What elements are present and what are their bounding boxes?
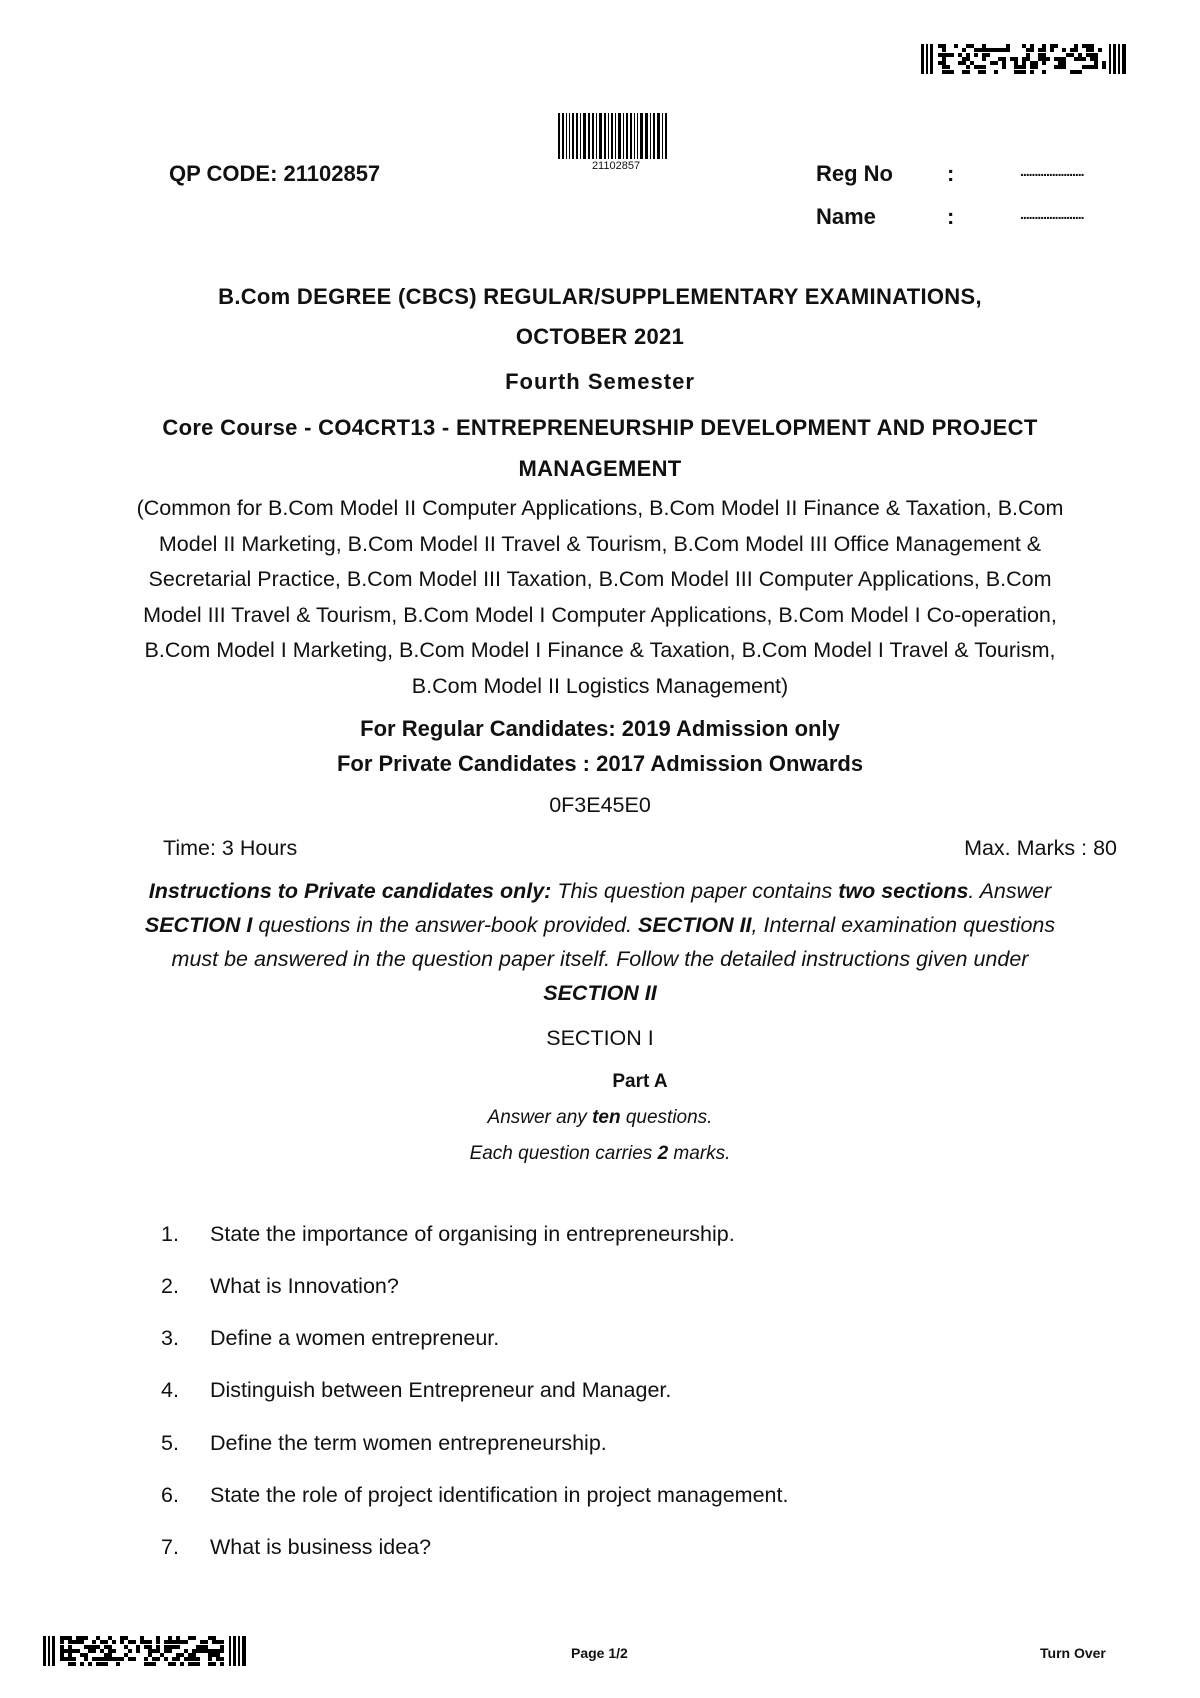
instructions-text: This question paper contains bbox=[551, 879, 839, 903]
name-blank: ...................... bbox=[1020, 206, 1084, 222]
barcode-bar bbox=[604, 113, 606, 159]
question-text: What is Innovation? bbox=[210, 1274, 399, 1298]
question-text: State the role of project identification in project management. bbox=[210, 1483, 789, 1507]
paper-code: 0F3E45E0 bbox=[549, 793, 651, 817]
instructions-bold: two sections bbox=[838, 879, 969, 903]
max-marks: Max. Marks : 80 bbox=[964, 836, 1117, 860]
barcode-bar bbox=[640, 113, 643, 159]
exam-title-line1: B.Com DEGREE (CBCS) REGULAR/SUPPLEMENTARY EXAMINATIONS, bbox=[218, 284, 982, 309]
question-text: What is business idea? bbox=[210, 1535, 432, 1559]
course-line1: Core Course - CO4CRT13 - ENTREPRENEURSHIP DEVELOPMENT AND PROJECT bbox=[162, 415, 1038, 440]
course-line2: MANAGEMENT bbox=[518, 456, 682, 481]
barcode-bar bbox=[588, 113, 590, 159]
question-text: Distinguish between Entrepreneur and Manager. bbox=[210, 1378, 672, 1402]
barcode-bar bbox=[569, 113, 570, 159]
barcode-bar bbox=[615, 113, 616, 159]
page-number: Page 1/2 bbox=[571, 1645, 628, 1661]
part-instruction-bold: 2 bbox=[657, 1143, 669, 1164]
common-for-line: B.Com Model I Marketing, B.Com Model I Finance & Taxation, B.Com Model I Travel & Tourism, bbox=[144, 638, 1056, 662]
barcode-left-bars bbox=[921, 44, 935, 74]
semester: Fourth Semester bbox=[505, 369, 695, 394]
name-colon: : bbox=[947, 204, 955, 229]
instructions-text: , Internal examination questions bbox=[751, 913, 1056, 937]
barcode-right-bars bbox=[1109, 44, 1126, 74]
barcode-bar bbox=[608, 113, 609, 159]
barcode-bar bbox=[576, 113, 578, 159]
instructions-bold: SECTION I bbox=[144, 913, 253, 937]
top-right-barcode bbox=[921, 44, 1126, 74]
instructions bbox=[0, 874, 1200, 1010]
barcode-bar bbox=[665, 113, 667, 159]
question-text: State the importance of organising in entrepreneurship. bbox=[210, 1222, 735, 1246]
question-number: 1. bbox=[161, 1222, 179, 1246]
instructions-text: . Answer bbox=[968, 879, 1052, 903]
question-number: 6. bbox=[161, 1483, 179, 1507]
barcode-data-matrix bbox=[938, 44, 1106, 74]
regular-candidates: For Regular Candidates: 2019 Admission only bbox=[360, 716, 840, 741]
barcode-bar bbox=[623, 113, 624, 159]
barcode-bar bbox=[566, 113, 567, 159]
barcode-bar bbox=[592, 113, 594, 159]
reg-no-label: Reg No bbox=[816, 161, 893, 186]
question-text: Define the term women entrepreneurship. bbox=[210, 1431, 607, 1455]
barcode-bar bbox=[558, 113, 560, 159]
part-instruction-text: Each question carries bbox=[469, 1143, 658, 1164]
common-for-line: Model III Travel & Tourism, B.Com Model I Computer Applications, B.Com Model I Co-operation, bbox=[143, 602, 1057, 627]
barcode-bar bbox=[580, 113, 581, 159]
barcode-left-bars bbox=[43, 1636, 57, 1666]
private-candidates: For Private Candidates : 2017 Admission Onwards bbox=[336, 751, 864, 776]
common-for-line: Secretarial Practice, B.Com Model III Taxation, B.Com Model III Computer Applications, B.Com bbox=[148, 567, 1052, 591]
part-instruction-text: Answer any bbox=[487, 1107, 593, 1128]
bottom-left-barcode bbox=[43, 1636, 246, 1666]
question-number: 5. bbox=[161, 1431, 179, 1455]
part-instruction-answer bbox=[0, 1107, 1200, 1129]
time: Time: 3 Hours bbox=[163, 836, 298, 860]
section-heading: SECTION I bbox=[546, 1026, 654, 1050]
part-instruction-text: questions. bbox=[620, 1107, 713, 1128]
barcode-bar bbox=[611, 113, 613, 159]
reg-no-colon: : bbox=[947, 161, 955, 186]
common-for-line: (Common for B.Com Model II Computer Applications, B.Com Model II Finance & Taxation, B.Com bbox=[136, 496, 1064, 520]
instructions-line2 bbox=[0, 908, 1200, 942]
instructions-text: questions in the answer-book provided. bbox=[252, 913, 639, 937]
barcode-module bbox=[220, 1662, 224, 1666]
question-number: 3. bbox=[161, 1326, 179, 1350]
instructions-lead: Instructions to Private candidates only: bbox=[148, 879, 552, 903]
qp-barcode-caption: 21102857 bbox=[591, 160, 641, 172]
barcode-bar bbox=[662, 113, 663, 159]
name-label: Name bbox=[816, 204, 876, 229]
barcode-bar bbox=[657, 113, 660, 159]
barcode-module bbox=[1102, 70, 1106, 74]
instructions-line1 bbox=[0, 874, 1200, 908]
common-for bbox=[0, 491, 1200, 704]
part-instruction-bold: ten bbox=[592, 1107, 621, 1128]
part-instruction-marks bbox=[0, 1143, 1200, 1165]
reg-no-blank: ...................... bbox=[1020, 163, 1084, 179]
common-for-line: B.Com Model II Logistics Management) bbox=[411, 673, 789, 698]
barcode-right-bars bbox=[229, 1636, 246, 1666]
barcode-bar bbox=[626, 113, 628, 159]
barcode-bar bbox=[562, 113, 564, 159]
instructions-line4 bbox=[0, 976, 1200, 1010]
barcode-bar bbox=[653, 113, 655, 159]
turn-over: Turn Over bbox=[1040, 1645, 1106, 1661]
barcode-bar bbox=[634, 113, 635, 159]
common-for-line: Model II Marketing, B.Com Model II Travel & Tourism, B.Com Model III Office Management & bbox=[158, 531, 1042, 556]
barcode-bar bbox=[572, 113, 574, 159]
instructions-bold: SECTION II bbox=[543, 981, 657, 1005]
qp-barcode bbox=[558, 113, 674, 159]
instructions-line3: must be answered in the question paper itself. Follow the detailed instructions given under bbox=[171, 947, 1029, 971]
qp-code: QP CODE: 21102857 bbox=[169, 161, 381, 186]
barcode-bar bbox=[645, 113, 648, 159]
instructions-bold: SECTION II bbox=[638, 913, 752, 937]
barcode-bar bbox=[637, 113, 638, 159]
question-text: Define a women entrepreneur. bbox=[210, 1326, 500, 1350]
part-instruction-text: marks. bbox=[668, 1143, 731, 1164]
part-heading: Part A bbox=[612, 1071, 668, 1092]
barcode-bar bbox=[618, 113, 621, 159]
barcode-bar bbox=[596, 113, 597, 159]
exam-title-line2: OCTOBER 2021 bbox=[515, 324, 685, 349]
question-number: 4. bbox=[161, 1378, 179, 1402]
question-number: 2. bbox=[161, 1274, 179, 1298]
barcode-bar bbox=[599, 113, 602, 159]
question-number: 7. bbox=[161, 1535, 179, 1559]
barcode-bar bbox=[583, 113, 586, 159]
barcode-bar bbox=[630, 113, 632, 159]
barcode-bar bbox=[650, 113, 651, 159]
barcode-data-matrix bbox=[60, 1636, 226, 1666]
